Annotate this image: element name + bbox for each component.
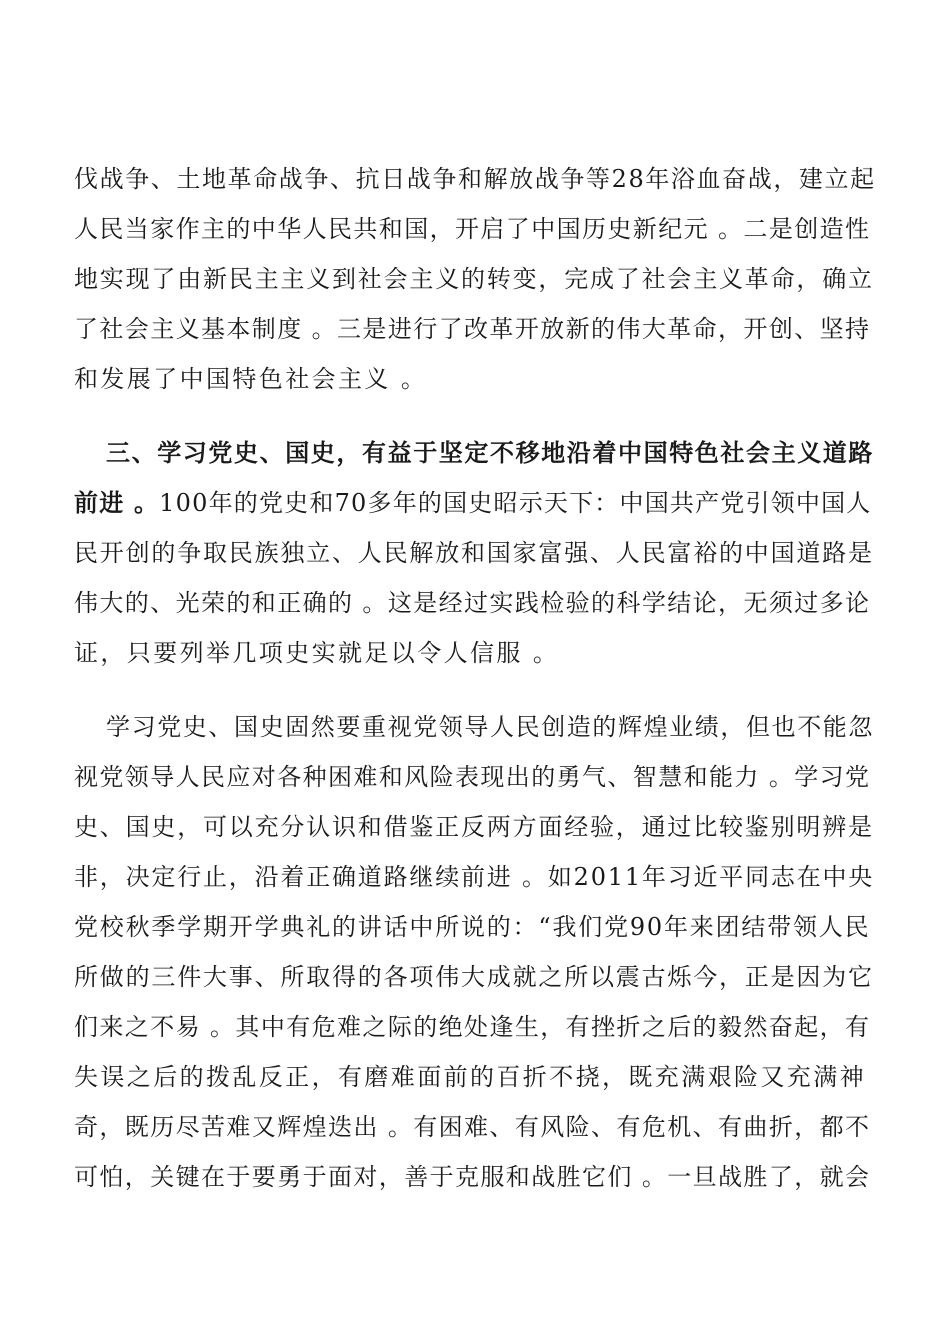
text-line: 了社会主义基本制度 。三是进行了改革开放新的伟大革命，开创、坚持 [74, 315, 871, 343]
text-line: 史、国史，可以充分认识和借鉴正反两方面经验，通过比较鉴别明辨是 [74, 813, 874, 841]
text-line: 伟大的、光荣的和正确的 。这是经过实践检验的科学结论，无须过多论 [74, 589, 871, 617]
section-heading: 三、学习党史、国史，有益于坚定不移地沿着中国特色社会主义道路 [106, 438, 874, 467]
text-line [74, 488, 872, 518]
text-run: 100年的党史和70多年的国史昭示天下：中国共产党引领中国人 [159, 489, 872, 517]
text-line: 学习党史、国史固然要重视党领导人民创造的辉煌业绩，但也不能忽 [106, 713, 874, 741]
text-line: 可怕，关键在于要勇于面对，善于克服和战胜它们 。一旦战胜了，就会 [74, 1163, 871, 1191]
text-line: 奇，既历尽苦难又辉煌迭出 。有困难、有风险、有危机、有曲折，都不 [74, 1113, 871, 1141]
text-line: 民开创的争取民族独立、人民解放和国家富强、人民富裕的中国道路是 [74, 539, 874, 567]
text-line: 非，决定行止，沿着正确道路继续前进 。如2011年习近平同志在中央 [74, 863, 875, 891]
text-line: 视党领导人民应对各种困难和风险表现出的勇气、智慧和能力 。学习党 [74, 763, 871, 791]
text-line: 证，只要列举几项史实就足以令人信服 。 [74, 639, 560, 667]
text-line: 们来之不易 。其中有危难之际的绝处逢生，有挫折之后的毅然奋起，有 [74, 1013, 871, 1041]
text-line: 伐战争、土地革命战争、抗日战争和解放战争等28年浴血奋战，建立起 [74, 165, 876, 193]
text-line: 所做的三件大事、所取得的各项伟大成就之所以震古烁今，正是因为它 [74, 963, 874, 991]
text-line: 地实现了由新民主主义到社会主义的转变，完成了社会主义革命，确立 [74, 265, 874, 293]
text-line: 人民当家作主的中华人民共和国，开启了中国历史新纪元 。二是创造性 [74, 215, 871, 243]
text-line: 失误之后的拨乱反正，有磨难面前的百折不挠，既充满艰险又充满神 [74, 1063, 866, 1091]
text-line: 党校秋季学期开学典礼的讲话中所说的：“我们党90年来团结带领人民 [74, 913, 871, 941]
text-line: 和发展了中国特色社会主义 。 [74, 365, 428, 393]
section-heading-end: 前进 。 [74, 488, 160, 517]
